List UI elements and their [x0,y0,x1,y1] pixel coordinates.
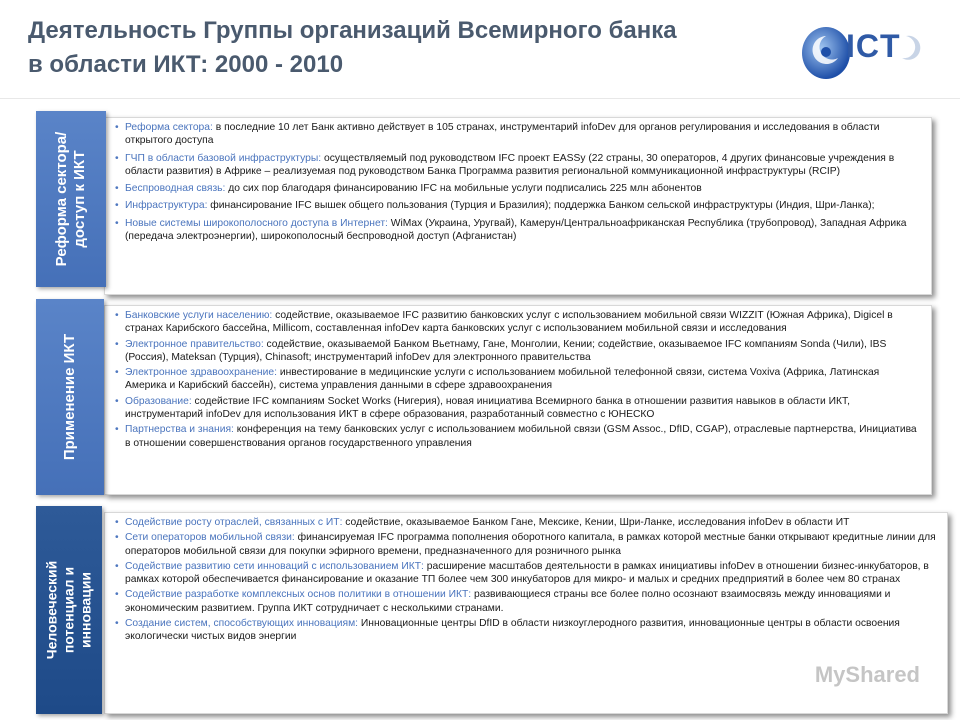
list-item: • Сети операторов мобильной связи: финансируемая IFC программа пополнения оборотного капитала, в рамках которой местные банки открывают кредитные линии для операторов мобильной связи для покупки эфирного времени, предназначенного для розничного рынка [125,531,939,558]
section-ict-application [36,299,932,495]
header-divider [0,98,960,99]
page-title [28,14,788,82]
watermark: MyShared [814,662,920,687]
list-item: • Электронное правительство: содействие, оказываемой Банком Вьетнаму, Гане, Монголии, Кении; содействие, оказываемое IFC компаниям Sonda (Чили), IBS (Россия), Mateksan (Турция), Chinasoft; инструментарий infoDev для электронного правительства [125,338,923,365]
list-item: • Создание систем, способствующих инновациям: Инновационные центры DfID в области низкоуглеродного развития, инновационные центры в области освоения экологически чистых видов энергии [125,617,939,644]
list-item: • ГЧП в области базовой инфраструктуры: осуществляемый под руководством IFC проект EASSy (22 страны, 30 операторов, 4 других финансовые учреждения в области развития) в Африке – реализуемая под руководством Банка Программа развития региональной коммуникационной инфраструктуры (RCIP) [125,152,923,179]
list-item: • Беспроводная связь: до сих пор благодаря финансированию IFC на мобильные услуги подписались 225 млн абонентов [125,182,923,195]
list-item: • Партнерства и знания: конференция на тему банковских услуг с использованием мобильной связи (GSM Assoc., DfID, CGAP), отраслевые партнерства, Инициатива в отношении совершенствования органов государственного управления [125,423,923,450]
section-sector-reform [36,111,932,295]
logo-text: ICT [846,28,901,64]
list-item: • Образование: содействие IFC компаниям Socket Works (Нигерия), новая инициатива Всемирного банка в отношении развития навыков в области ИКТ, инструментарий infoDev для использования ИКТ в сфере образования, разработанный совместно с ЮНЕСКО [125,395,923,422]
list-item: • Инфраструктура: финансирование IFC вышек общего пользования (Турция и Бразилия); поддержка Банком сельской инфраструктуры (Индия, Шри-Ланка); [125,199,923,212]
section-side-bar [36,299,104,495]
list-item: • Электронное здравоохранение: инвестирование в медицинские услуги с использованием мобильной телефонной связи, система Voxiva (Африка, Латинская Америка и Карибский бассейн), система управления данными в сфере здравоохранения [125,366,923,393]
list-item: • Банковские услуги населению: содействие, оказываемое IFC развитию банковских услуг с использованием мобильной связи WIZZIT (Южная Африка), Digicel в странах Карибского бассейна, Millicom, составленная infoDev карта банковских услуг с использованием мобильной связи и исследования [125,309,923,336]
title-line-2: в области ИКТ: 2000 - 2010 [28,51,344,78]
list-item: • Содействие развитию сети инноваций с использованием ИКТ: расширение масштабов деятельности в рамках инициативы infoDev в отношении бизнес-инкубаторов, в рамках которой обеспечивается финансирование и оказание ТП более чем 300 инкубаторов для микро- и малых и средних предприятий в более чем 80 странах [125,560,939,587]
list-item: • Содействие разработке комплексных основ политики в отношении ИКТ: развивающиеся страны все более полно осознают взаимосвязь между инновациями и экономическим развитием. Группа ИКТ сотрудничает с несколькими странами. [125,588,939,615]
section-content [104,117,932,295]
section-side-bar [36,506,102,714]
list-item: • Реформа сектора: в последние 10 лет Банк активно действует в 105 странах, инструментарий infoDev для органов регулирования и исследования в области открытого доступа [125,121,923,148]
section-label: Реформа сектора/ доступ к ИКТ [53,131,88,267]
section-label: Применение ИКТ [61,333,78,461]
section-label: Человеческий потенциал и инновации [43,560,94,660]
list-item: • Новые системы широкополосного доступа в Интернет: WiMax (Украина, Уругвай), Камерун/Центральноафриканская Республика (трубопровод), Западная Африка (передача электроэнергии), широкополосный беспроводной доступ (Афганистан) [125,217,923,244]
section-side-bar [36,111,106,287]
section-human-potential [36,506,948,714]
title-line-1: Деятельность Группы организаций Всемирного банка [28,17,677,44]
section-content [104,305,932,495]
list-item: • Содействие росту отраслей, связанных с ИТ: содействие, оказываемое Банком Гане, Мексике, Кении, Шри-Ланке, исследования infoDev в области ИТ [125,516,939,529]
